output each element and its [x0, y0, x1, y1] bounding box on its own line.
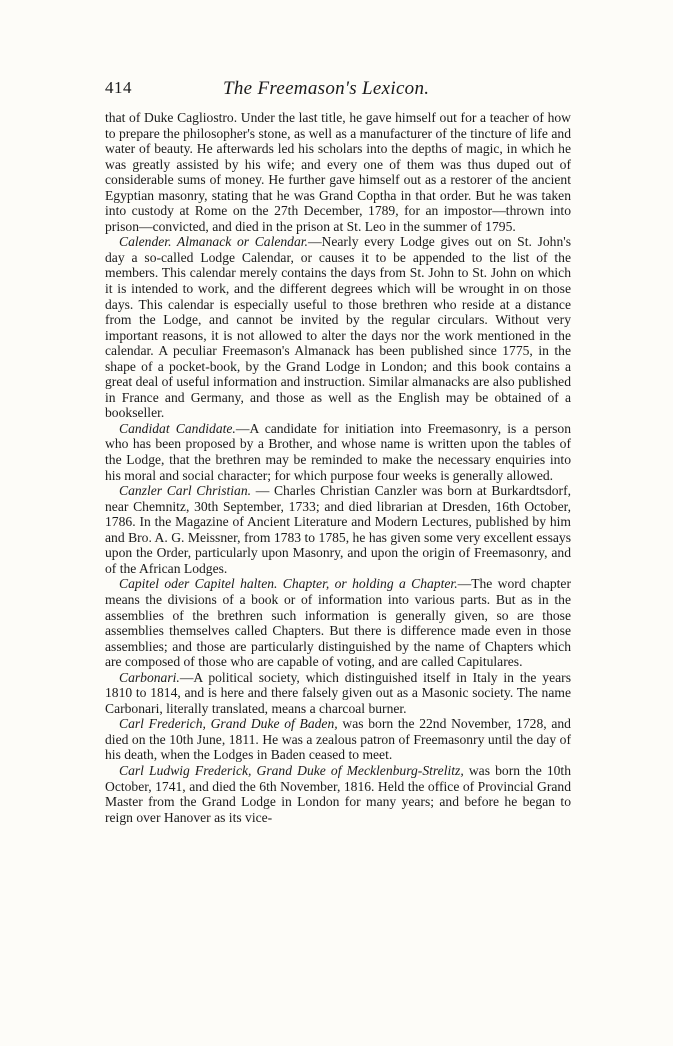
entry-term: Candidat Candidate.	[119, 420, 236, 436]
entry-text: —A candidate for initiation into Freemasonry, is a person who has been proposed by a Brother, and whose name is written upon the tables of the Lodge, that the brethren may be reminded to make the necessary enquiries into his moral and social character; for which purpose four weeks is generally allowed.	[105, 420, 571, 483]
entry-term: Capitel oder Capitel halten. Chapter, or holding a Chapter.	[119, 576, 458, 592]
entry-text: —A political society, which distinguished itself in Italy in the years 1810 to 1814, and is here and there falsely given out as a Masonic society. The name Carbonari, literally translated, means a charcoal burner.	[105, 669, 571, 716]
entry-term: Carl Ludwig Frederick, Grand Duke of Mecklenburg-Strelitz,	[119, 762, 464, 778]
entry-carl-ludwig-frederick	[105, 763, 571, 825]
entry-text: —Nearly every Lodge gives out on St. John's day a so-called Lodge Calendar, or causes it to be appended to the list of the members. This calendar merely contains the days from St. John to St. John on which it is intended to work, and the different degrees which will be wrought in on those days. This calendar is especially useful to those brethren who reside at a distance from the Lodge, and cannot be invited by the regular circulars. Without very important reasons, it is not allowed to alter the days nor the work mentioned in the calendar. A peculiar Freemason's Almanack has been published since 1775, in the shape of a pocket-book, by the Grand Lodge in London; and this book contains a great deal of useful information and instruction. Similar almanacks are also published in France and Germany, and those as well as the English may be obtained of a bookseller.	[105, 234, 571, 421]
page-number: 414	[105, 78, 132, 97]
entry-text: was born the 10th October, 1741, and died the 6th November, 1816. Held the office of Provincial Grand Master from the Grand Lodge in London for many years; and before he began to reign over Hanover as its vice-	[105, 762, 572, 825]
entry-calender	[105, 234, 571, 421]
paragraph-cagliostro	[105, 110, 571, 234]
entry-term: Canzler Carl Christian.	[119, 483, 252, 499]
entry-term: Carl Frederich, Grand Duke of Baden,	[119, 716, 338, 732]
entry-term: Carbonari.	[119, 669, 180, 685]
entry-text: —The word chapter means the divisions of a book or of information into various parts. But as in the assemblies of the brethren such information is generally given, so are those assemblies themselves called Chapters. But there is difference made even in those assemblies; and those are particularly distinguished by the name of Chapters which are composed of those who are capable of voting, and are called Capitulares.	[105, 576, 571, 670]
body-text	[105, 110, 571, 825]
entry-term: Calender. Almanack or Calendar.	[119, 234, 308, 250]
entry-text: was born the 22nd November, 1728, and died on the 10th June, 1811. He was a zealous patron of Freemasonry until the day of his death, when the Lodges in Baden ceased to meet.	[105, 716, 571, 763]
entry-text: that of Duke Cagliostro. Under the last title, he gave himself out for a teacher of how to prepare the philosopher's stone, as well as a manufacturer of the tincture of life and water of beauty. He afterwards led his scholars into the depths of magic, in which he was greatly assisted by his wife; and every one of them was thus duped out of considerable sums of money. He further gave himself out as a restorer of the ancient Egyptian masonry, stating that he was Grand Coptha in that order. But he was taken into custody at Rome on the 27th December, 1789, for an impostor—thrown into prison—convicted, and died in the prison at St. Leo in the summer of 1795.	[105, 110, 571, 234]
running-title: The Freemason's Lexicon.	[223, 78, 430, 99]
entry-carbonari	[105, 670, 571, 717]
entry-carl-frederich	[105, 716, 571, 763]
entry-canzler	[105, 483, 571, 576]
entry-candidat	[105, 421, 571, 483]
entry-text: — Charles Christian Canzler was born at Burkardtsdorf, near Chemnitz, 30th September, 1733; and died librarian at Dresden, 16th October, 1786. In the Magazine of Ancient Literature and Modern Lectures, published by him and Bro. A. G. Meissner, from 1783 to 1785, he has given some very excellent essays upon the Order, particularly upon Masonry, and upon the origin of Freemasonry, and of the African Lodges.	[105, 483, 571, 576]
entry-capitel	[105, 576, 571, 669]
page-header	[105, 78, 573, 104]
